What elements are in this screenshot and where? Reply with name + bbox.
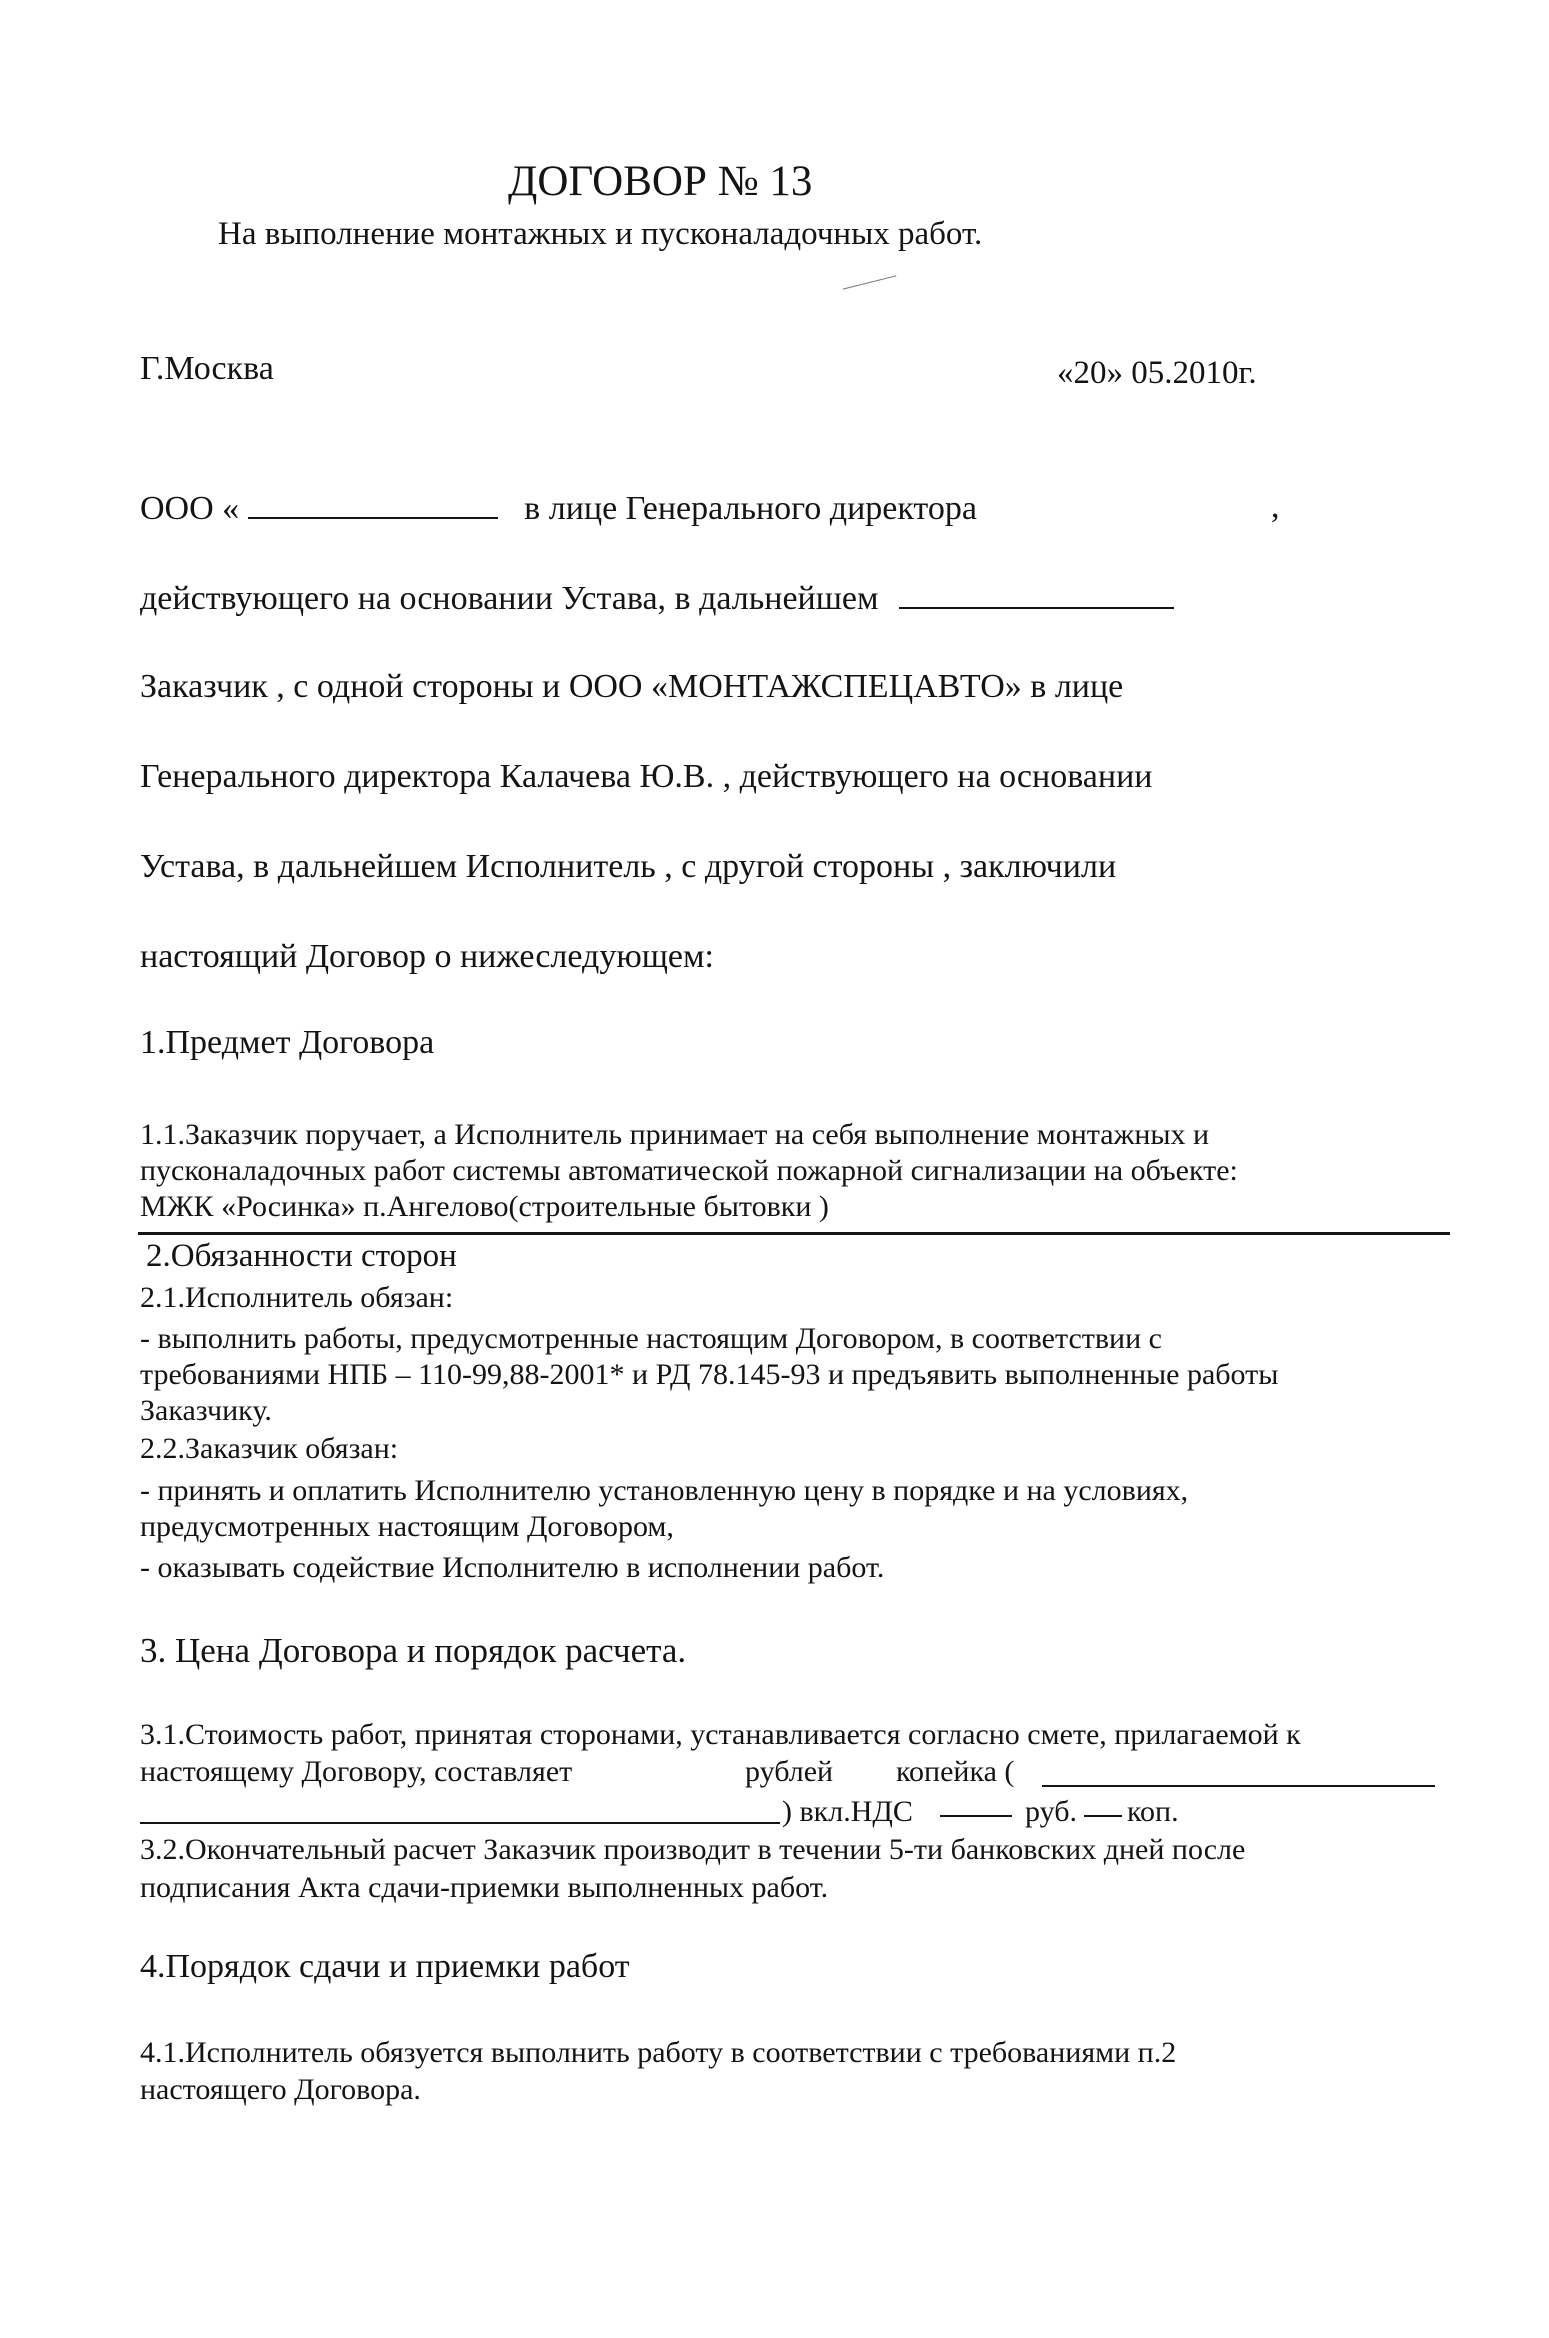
contract-date: «20» 05.2010г. (1057, 355, 1257, 391)
preamble-line-4: Генерального директора Калачева Ю.В. , действующего на основании (140, 758, 1153, 795)
amount-words-blank-1 (1042, 1785, 1435, 1787)
section-2-line-2: - выполнить работы, предусмотренные настоящим Договором, в соответствии с (140, 1322, 1162, 1355)
section-3-line-2a: настоящему Договору, составляет (140, 1755, 573, 1788)
section-2-line-1: 2.1.Исполнитель обязан: (140, 1281, 454, 1314)
amount-words-blank-2 (140, 1822, 780, 1824)
section-2-line-3: требованиями НПБ – 110-99,88-2001* и РД 78.145-93 и предъявить выполненные работы (140, 1358, 1279, 1391)
preamble-org-prefix: ООО « (140, 490, 240, 528)
customer-alias-blank (899, 580, 1174, 609)
section-1-p1-line-2: пусконаладочных работ системы автоматической пожарной сигнализации на объекте: (140, 1154, 1238, 1187)
section-3-line-1: 3.1.Стоимость работ, принятая сторонами, устанавливается согласно смете, прилагаемой к (140, 1718, 1301, 1751)
section-3-line-3a: ) вкл.НДС (782, 1795, 913, 1828)
vat-kopecks-blank (1084, 1815, 1122, 1817)
customer-name-blank (248, 490, 498, 519)
section-3-line-3c: коп. (1127, 1795, 1179, 1828)
scan-mark (843, 275, 897, 289)
preamble-line-5: Устава, в дальнейшем Исполнитель , с другой стороны , заключили (140, 848, 1117, 885)
section-2-line-7: предусмотренных настоящим Договором, (140, 1510, 674, 1543)
preamble-line-6: настоящий Договор о нижеследующем: (140, 938, 714, 975)
section-1-p1-line-1: 1.1.Заказчик поручает, а Исполнитель принимает на себя выполнение монтажных и (140, 1118, 1210, 1151)
section-1-p1-line-3: МЖК «Росинка» п.Ангелово(строительные бытовки ) (140, 1190, 829, 1223)
section-1-heading: 1.Предмет Договора (140, 1024, 435, 1061)
section-2-line-5: 2.2.Заказчик обязан: (140, 1432, 399, 1465)
section-2-heading: 2.Обязанности сторон (146, 1238, 457, 1274)
section-divider (138, 1232, 1450, 1235)
section-3-line-4: 3.2.Окончательный расчет Заказчик производит в течении 5-ти банковских дней после (140, 1833, 1246, 1866)
section-3-line-2c: копейка ( (896, 1755, 1015, 1788)
section-2-line-4: Заказчику. (140, 1394, 272, 1427)
preamble-line-1 (140, 490, 1300, 526)
section-3-line-5: подписания Акта сдачи-приемки выполненных работ. (140, 1871, 829, 1904)
section-3-line-2b: рублей (745, 1755, 834, 1788)
preamble-comma: , (1271, 488, 1280, 525)
section-4-heading: 4.Порядок сдачи и приемки работ (140, 1948, 630, 1985)
preamble-line-2 (140, 580, 1174, 616)
contract-title: ДОГОВОР № 13 (508, 158, 813, 205)
section-2-line-8: - оказывать содействие Исполнителю в исполнении работ. (140, 1551, 885, 1584)
section-3-heading: 3. Цена Договора и порядок расчета. (140, 1631, 687, 1670)
preamble-line-2-text: действующего на основании Устава, в дальнейшем (140, 580, 879, 618)
preamble-director: в лице Генерального директора (524, 490, 977, 528)
section-2-line-6: - принять и оплатить Исполнителю установленную цену в порядке и на условиях, (140, 1474, 1189, 1507)
contract-subtitle: На выполнение монтажных и пусконаладочных работ. (218, 216, 983, 252)
section-4-line-2: настоящего Договора. (140, 2073, 421, 2106)
section-3-line-3b: руб. (1025, 1795, 1077, 1828)
city: Г.Москва (140, 350, 274, 387)
section-4-line-1: 4.1.Исполнитель обязуется выполнить работу в соответствии с требованиями п.2 (140, 2036, 1177, 2069)
preamble-line-3: Заказчик , с одной стороны и ООО «МОНТАЖСПЕЦАВТО» в лице (140, 668, 1124, 705)
vat-rubles-blank (940, 1815, 1012, 1817)
